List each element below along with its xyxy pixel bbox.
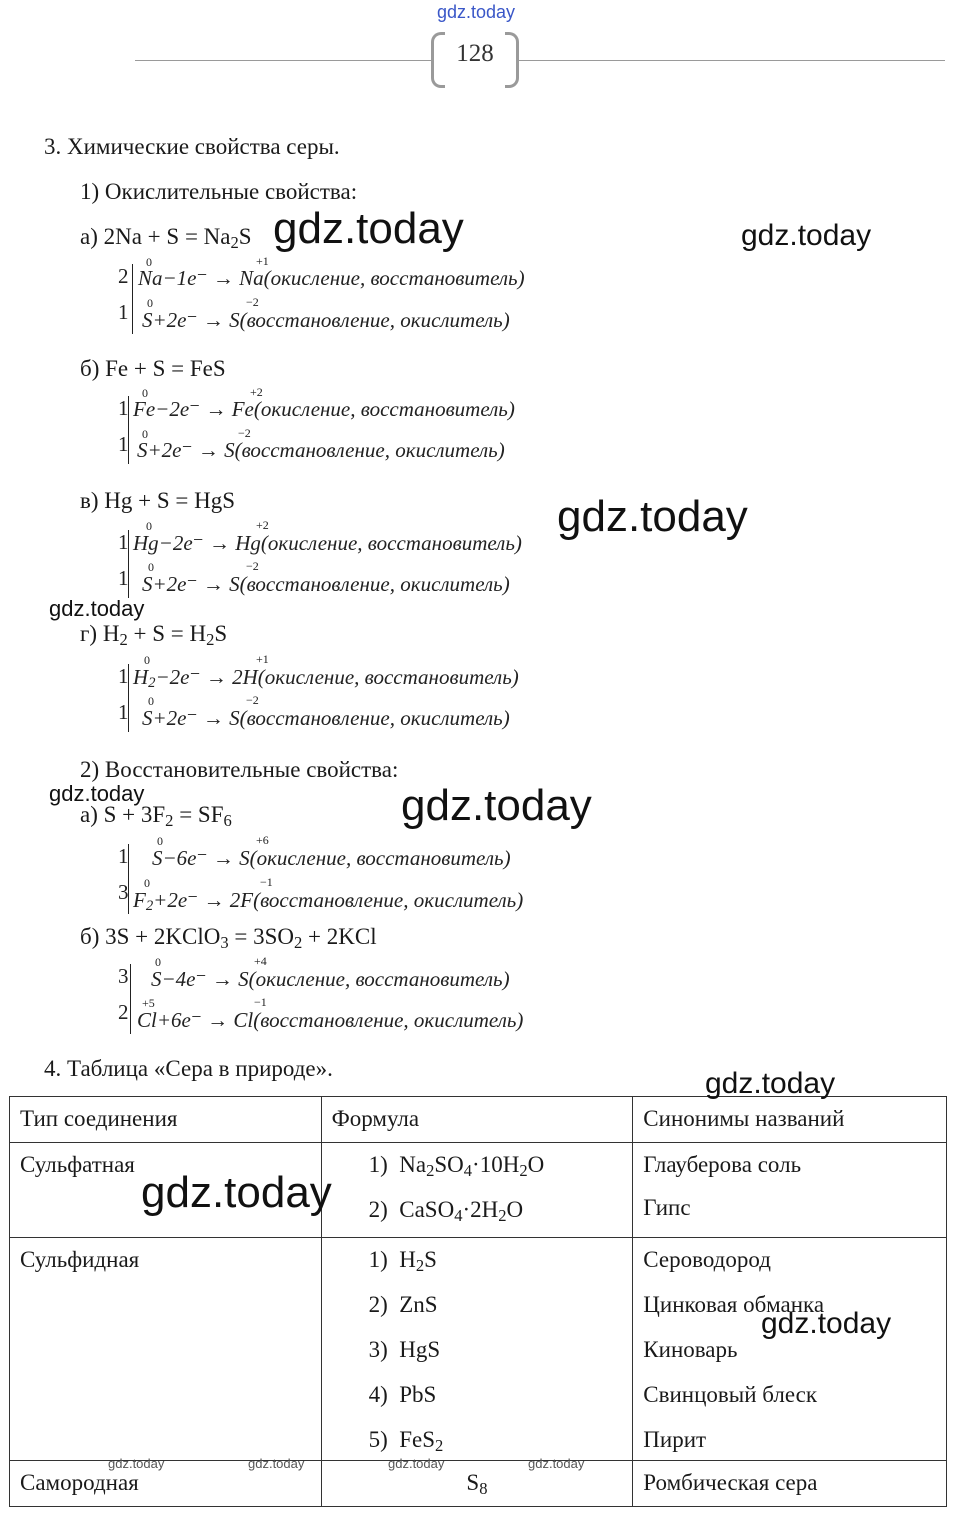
formula-item: 5) FeS$_2$ bbox=[368, 1427, 444, 1456]
table-row bbox=[10, 1238, 947, 1461]
ox-state: 0 bbox=[142, 427, 148, 441]
reaction-v-equation: в) Hg + S = HgS bbox=[80, 488, 236, 513]
formula-cell bbox=[321, 1461, 633, 1507]
reaction-v-bracket bbox=[128, 530, 129, 598]
reaction-red-a-half-1: S−6e⁻ → S(окисление, восстановитель) bbox=[152, 846, 511, 870]
reaction-red-a-bracket bbox=[128, 844, 129, 914]
watermark: gdz.today bbox=[741, 219, 872, 252]
reducing-title: 2) Восстановительные свойства: bbox=[80, 757, 399, 782]
name-item: Киноварь bbox=[643, 1337, 738, 1362]
formula-cell bbox=[321, 1143, 633, 1238]
header-rule-right bbox=[519, 60, 945, 61]
reaction-red-a-equation: а) $S + 3F_2 = SF_6$ bbox=[80, 802, 232, 831]
watermark: gdz.today bbox=[705, 1067, 836, 1100]
ox-state: +4 bbox=[254, 954, 267, 968]
ox-state: −2 bbox=[246, 295, 259, 309]
reaction-red-a-coef-1: 1 bbox=[118, 844, 129, 868]
reaction-v-coef-1: 1 bbox=[118, 530, 129, 554]
name-item: Пирит bbox=[643, 1427, 707, 1452]
formula-item: 3) HgS bbox=[368, 1337, 441, 1362]
reaction-red-a-coef-2: 3 bbox=[118, 880, 129, 904]
name-item: Ромбическая сера bbox=[643, 1470, 818, 1495]
ox-state: +2 bbox=[256, 518, 269, 532]
reaction-v-half-2: S+2e⁻ → S(восстановление, окислитель) bbox=[142, 572, 510, 596]
ox-state: +1 bbox=[256, 652, 269, 666]
formula-item: $S_8$ bbox=[466, 1470, 488, 1499]
watermark: gdz.today bbox=[557, 492, 748, 541]
ox-state: 0 bbox=[142, 386, 148, 400]
name-item: Сероводород bbox=[643, 1247, 771, 1272]
names-cell bbox=[633, 1238, 947, 1461]
reaction-red-b-equation: б) 3S + 2KClO$_3$ = $3SO_2 + 2KCl$ bbox=[80, 924, 377, 953]
ox-state: 0 bbox=[148, 560, 154, 574]
reaction-red-b-half-1: S−4e⁻ → S(окисление, восстановитель) bbox=[151, 967, 510, 991]
ox-state: +6 bbox=[256, 833, 269, 847]
ox-state: −2 bbox=[246, 693, 259, 707]
type-cell: Самородная bbox=[10, 1461, 322, 1507]
header-cell: Тип соединения bbox=[10, 1097, 322, 1143]
ox-state: 0 bbox=[155, 955, 161, 969]
reaction-g-half-2: S+2e⁻ → S(восстановление, окислитель) bbox=[142, 706, 510, 730]
type-cell: Сульфидная bbox=[10, 1238, 322, 1461]
watermark: gdz.today bbox=[528, 1456, 585, 1471]
reaction-b-equation: б) Fe + S = FeS bbox=[80, 356, 226, 381]
reaction-b-half-1: Fe−2e⁻ → Fe(окисление, восстановитель) bbox=[133, 397, 515, 421]
reaction-g-equation: г) $H_2 + S = H_2S$ bbox=[80, 621, 228, 650]
ox-state: −1 bbox=[260, 875, 273, 889]
page-number: 128 bbox=[456, 40, 494, 67]
reaction-red-b-coef-2: 2 bbox=[118, 1000, 129, 1024]
watermark: gdz.today bbox=[141, 1168, 332, 1217]
watermark: gdz.today bbox=[49, 596, 145, 621]
reaction-b-coef-1: 1 bbox=[118, 396, 129, 420]
ox-state: −2 bbox=[238, 426, 251, 440]
ox-state: 0 bbox=[146, 519, 152, 533]
name-item: Гипс bbox=[643, 1195, 691, 1220]
oxidizing-title: 1) Окислительные свойства: bbox=[80, 179, 358, 204]
reaction-a-half-1: Na−1e⁻ → Na(окисление, восстановитель) bbox=[138, 266, 525, 290]
reaction-b-coef-2: 1 bbox=[118, 432, 129, 456]
ox-state: −1 bbox=[254, 995, 267, 1009]
formula-item: 1) $H_2S$ bbox=[368, 1247, 437, 1276]
watermark: gdz.today bbox=[108, 1456, 165, 1471]
table-header-row bbox=[10, 1097, 947, 1143]
formula-item: 2) ZnS bbox=[368, 1292, 438, 1317]
watermark: gdz.today bbox=[388, 1456, 445, 1471]
watermark: gdz.today bbox=[761, 1307, 892, 1340]
reaction-red-b-bracket bbox=[130, 964, 131, 1034]
section4-title: 4. Таблица «Сера в природе». bbox=[44, 1056, 333, 1081]
sulfur-table bbox=[9, 1096, 947, 1507]
formula-item: 4) PbS bbox=[368, 1382, 437, 1407]
type-cell: Сульфатная bbox=[10, 1143, 322, 1238]
ox-state: 0 bbox=[147, 296, 153, 310]
reaction-b-half-2: S+2e⁻ → S(восстановление, окислитель) bbox=[137, 438, 505, 462]
reaction-a-coef-2: 1 bbox=[118, 300, 129, 324]
ox-state: +5 bbox=[142, 996, 155, 1010]
name-item: Глауберова соль bbox=[643, 1152, 802, 1177]
reaction-b-bracket bbox=[128, 396, 129, 464]
ox-state: 0 bbox=[157, 834, 163, 848]
ox-state: 0 bbox=[144, 876, 150, 890]
ox-state: −2 bbox=[246, 559, 259, 573]
ox-state: +2 bbox=[250, 385, 263, 399]
reaction-red-b-half-2: Cl+6e⁻ → Cl(восстановление, окислитель) bbox=[137, 1008, 524, 1032]
names-cell bbox=[633, 1143, 947, 1238]
reaction-g-bracket bbox=[128, 664, 129, 732]
reaction-red-b-coef-1: 3 bbox=[118, 964, 129, 988]
reaction-g-coef-2: 1 bbox=[118, 700, 129, 724]
page-number-box bbox=[431, 32, 519, 88]
reaction-a-coef-1: 2 bbox=[118, 264, 129, 288]
reaction-red-a-half-2: $F_2+2e^-$ → 2F(восстановление, окислитель) bbox=[133, 888, 524, 914]
reaction-g-half-1: $H_2-2e^-$ → 2H(окисление, восстановитель) bbox=[133, 665, 519, 691]
names-cell bbox=[633, 1461, 947, 1507]
reaction-v-coef-2: 1 bbox=[118, 566, 129, 590]
header-watermark: gdz.today bbox=[437, 2, 516, 22]
formula-cell bbox=[321, 1238, 633, 1461]
ox-state: 0 bbox=[144, 653, 150, 667]
reaction-a-bracket bbox=[132, 264, 133, 334]
formula-item: 2) $CaSO_4\cdot 2H_2O$ bbox=[368, 1197, 524, 1226]
reaction-a-equation: а) $2Na + S = Na_2S$ bbox=[80, 224, 252, 253]
header-cell: Формула bbox=[321, 1097, 633, 1143]
ox-state: +1 bbox=[256, 254, 269, 268]
section3-title: 3. Химические свойства серы. bbox=[44, 134, 340, 159]
watermark: gdz.today bbox=[248, 1456, 305, 1471]
header-rule-left bbox=[135, 60, 431, 61]
reaction-v-half-1: Hg−2e⁻ → Hg(окисление, восстановитель) bbox=[133, 531, 522, 555]
ox-state: 0 bbox=[148, 694, 154, 708]
ox-state: 0 bbox=[146, 255, 152, 269]
watermark: gdz.today bbox=[401, 781, 592, 830]
header-cell: Синонимы названий bbox=[633, 1097, 947, 1143]
watermark: gdz.today bbox=[49, 781, 145, 806]
reaction-g-coef-1: 1 bbox=[118, 664, 129, 688]
formula-item: 1) $Na_2SO_4\cdot 10H_2O$ bbox=[368, 1152, 545, 1181]
watermark: gdz.today bbox=[273, 204, 464, 253]
reaction-a-half-2: S+2e⁻ → S(восстановление, окислитель) bbox=[142, 308, 510, 332]
name-item: Цинковая обманка bbox=[643, 1292, 825, 1317]
name-item: Свинцовый блеск bbox=[643, 1382, 818, 1407]
